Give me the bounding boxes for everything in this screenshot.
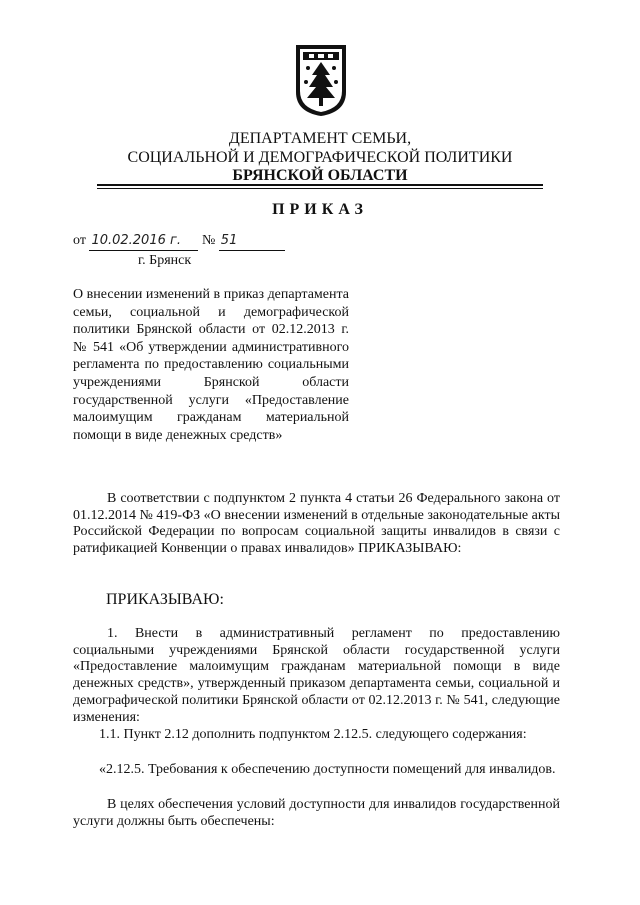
paragraph-accessibility: В целях обеспечения условий доступности для инвалидов государственной услуги должны быть обеспечены: bbox=[73, 797, 560, 829]
header-rule-thin bbox=[97, 188, 543, 189]
date-prefix: от bbox=[73, 233, 86, 248]
paragraph-1-1: 1.1. Пункт 2.12 дополнить подпунктом 2.12.5. следующего содержания: bbox=[99, 727, 527, 742]
paragraph-2-12-5: «2.12.5. Требования к обеспечению доступности помещений для инвалидов. bbox=[99, 762, 556, 777]
order-word: ПРИКАЗЫВАЮ: bbox=[106, 591, 224, 608]
handwritten-number: 51 bbox=[219, 232, 285, 251]
org-name-line-1: ДЕПАРТАМЕНТ СЕМЬИ, bbox=[228, 130, 412, 147]
header-rule-thick bbox=[97, 184, 543, 186]
org-name-line-3: БРЯНСКОЙ ОБЛАСТИ bbox=[232, 167, 408, 184]
number-prefix: № bbox=[201, 233, 216, 248]
paragraph-basis: В соответствии с подпунктом 2 пункта 4 статьи 26 Федерального закона от 01.12.2014 № 419-ФЗ «О внесении изменений в отдельные законодательные акты Российской Федерации по вопросам социальной защиты инвалидов в связи с ратификацией Конвенции о правах инвалидов» ПРИКАЗЫВАЮ: bbox=[73, 491, 560, 557]
handwritten-date: 10.02.2016 г. bbox=[89, 232, 198, 251]
order-subject: О внесении изменений в приказ департамента семьи, социальной и демографической политики Брянской области от 02.12.2013 г. № 541 «Об утверждении административного регламента по предоставлению социальными учреждениями Брянской области государственной услуги «Предоставление малоимущим гражданам материальной помощи в виде денежных средств» bbox=[73, 287, 349, 443]
org-name-line-2: СОЦИАЛЬНОЙ И ДЕМОГРАФИЧЕСКОЙ ПОЛИТИКИ bbox=[127, 149, 513, 166]
date-number-line bbox=[73, 232, 285, 251]
document-title: ПРИКАЗ bbox=[272, 201, 368, 218]
city: г. Брянск bbox=[138, 253, 192, 268]
bryansk-coat-of-arms-icon bbox=[293, 42, 349, 118]
paragraph-1: 1. Внести в административный регламент по предоставлению социальными учреждениями Брянской области государственной услуги «Предоставление малоимущим гражданам материальной помощи в виде денежных средств», утвержденный приказом департамента семьи, социальной и демографической политики Брянской области от 02.12.2013 г. № 541, следующие изменения: bbox=[73, 626, 560, 725]
